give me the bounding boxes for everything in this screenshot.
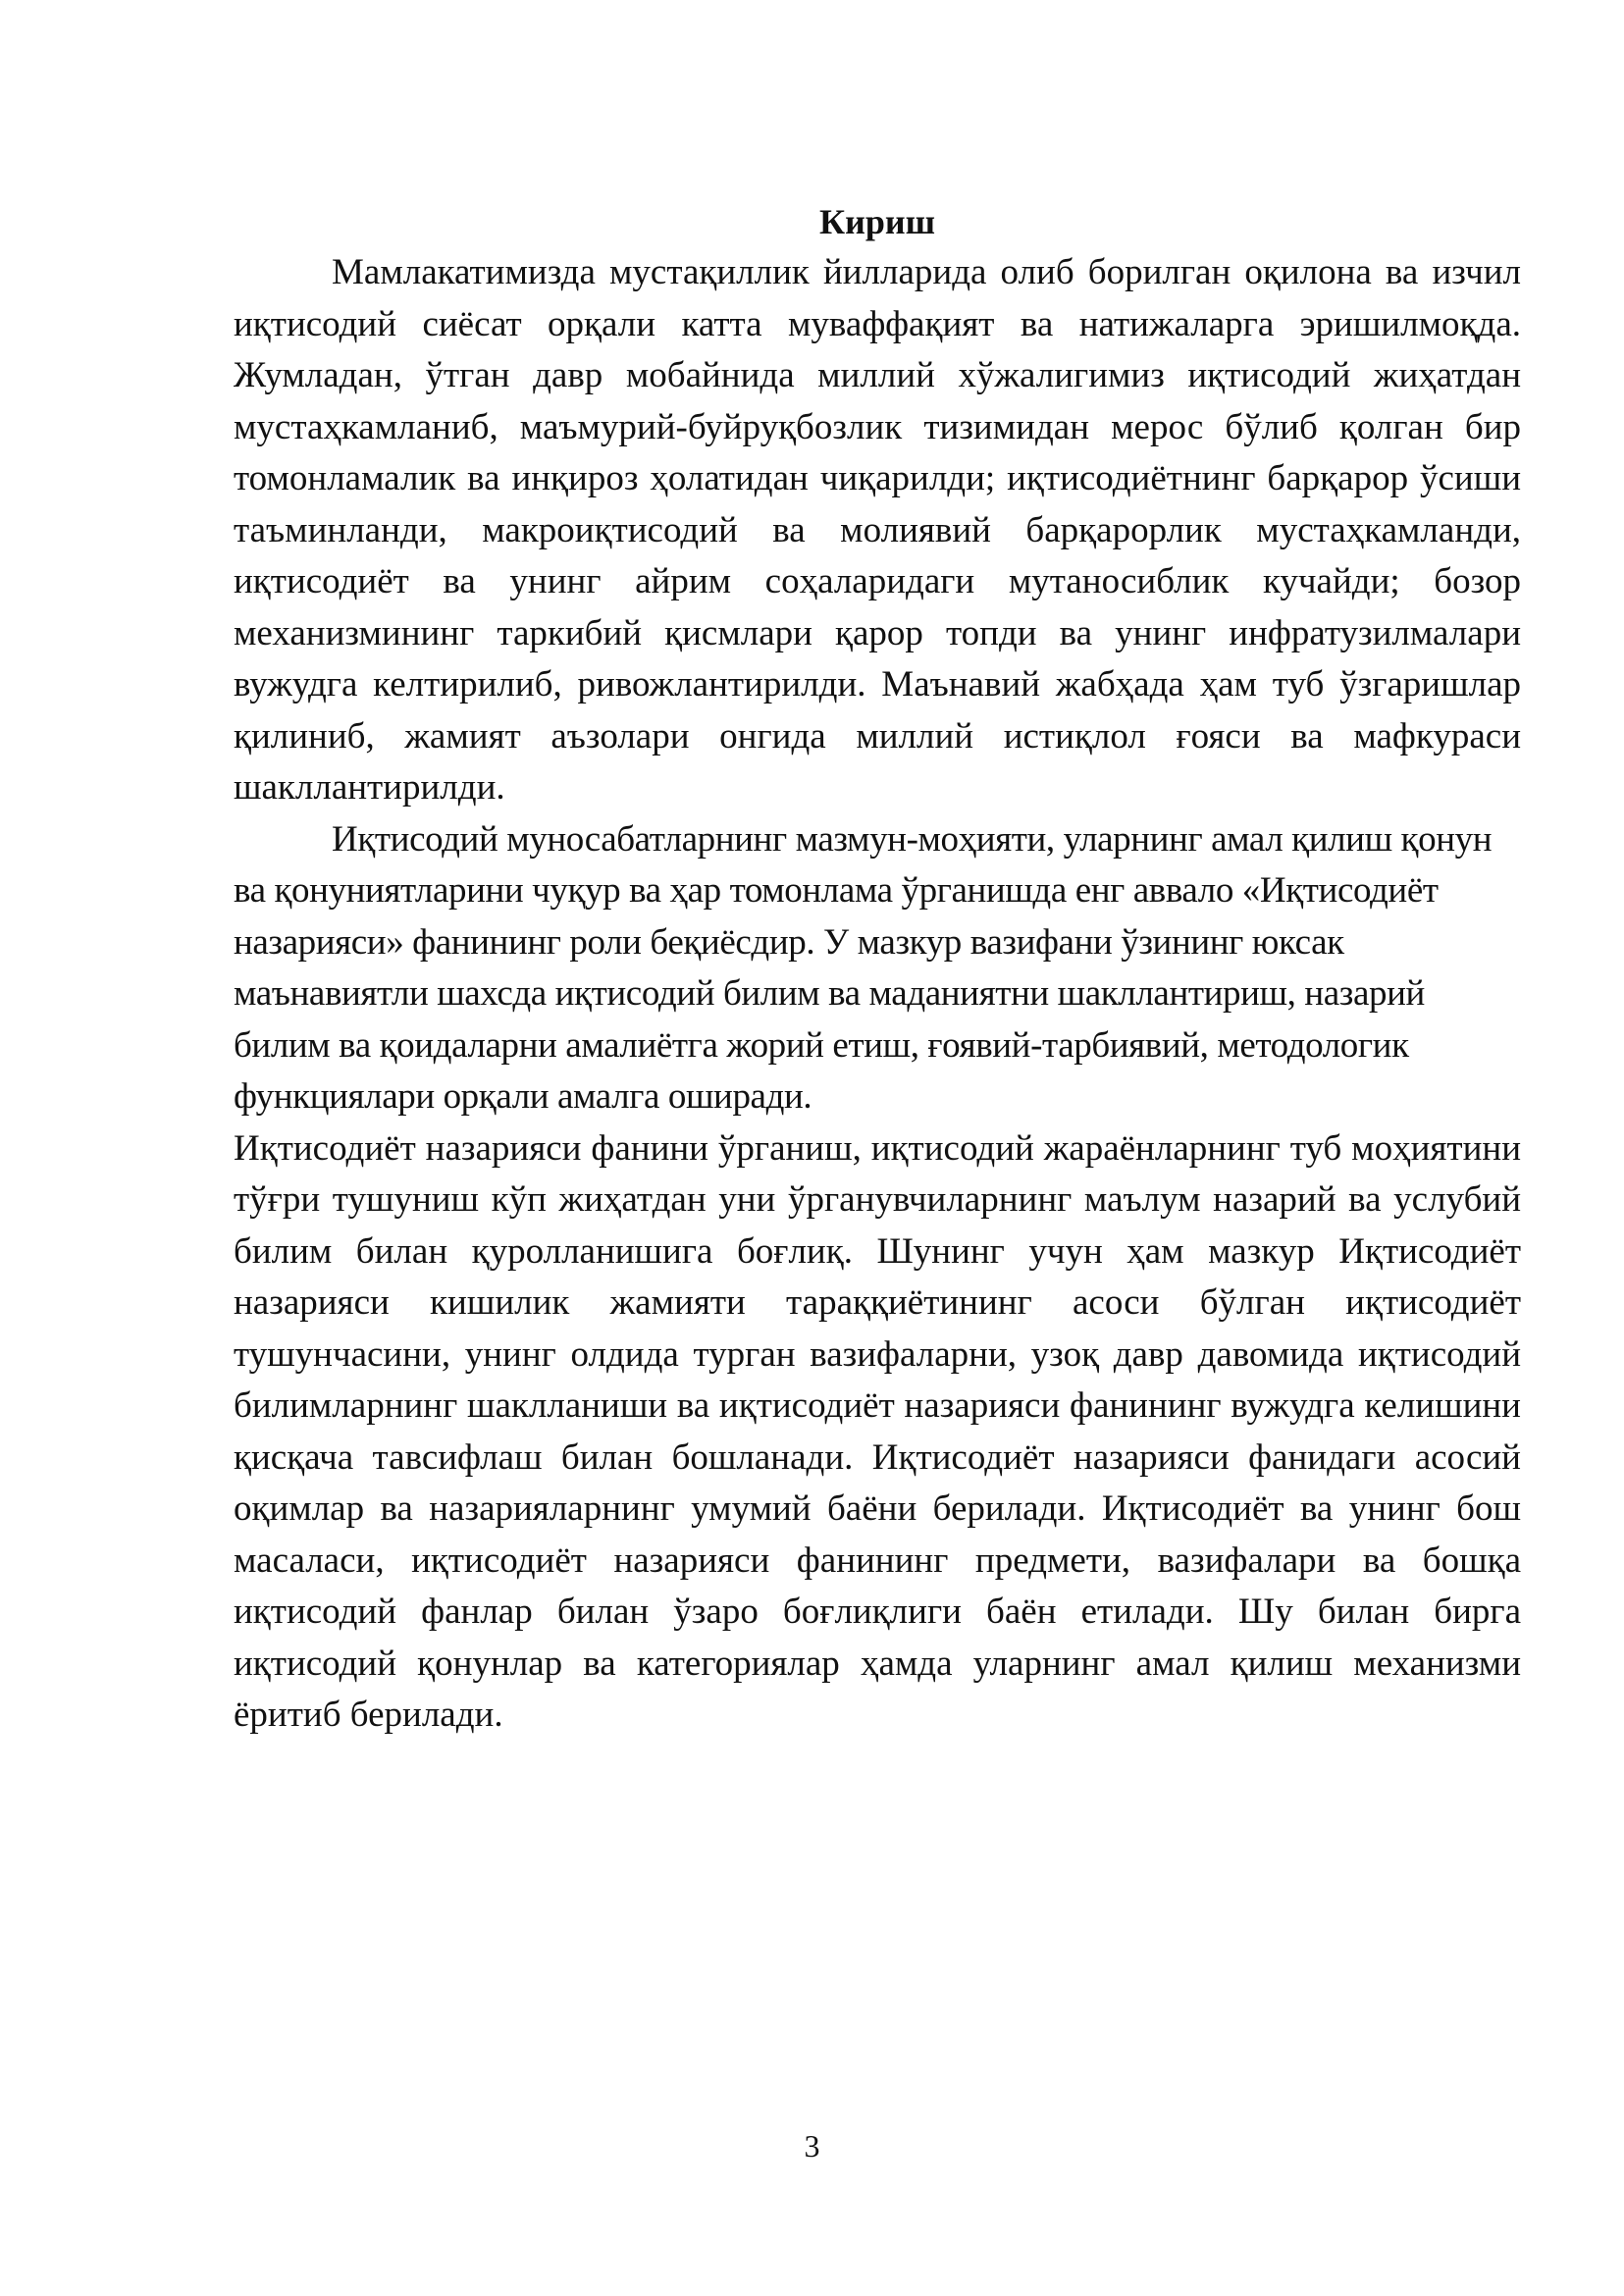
section-title: Кириш [818,202,935,241]
page-content [234,196,1521,1742]
paragraph-1: Мамлакатимизда мустақиллик йилларида олиб борилган оқилона ва изчил иқтисодий сиёсат орқали катта муваффақият ва натижаларга эришилмоқда. Жумладан, ўтган давр мобайнида миллий хўжалигимиз иқтисодий жиҳатдан мустаҳкамланиб, маъмурий-буйруқбозлик тизимидан мерос бўлиб қолган бир томонламалик ва инқироз ҳолатидан чиқарилди; иқтисодиётнинг барқарор ўсиши таъминланди, макроиқтисодий ва молиявий барқарорлик мустаҳкамланди, иқтисодиёт ва унинг айрим соҳаларидаги мутаносиблик кучайди; бозор механизмининг таркибий қисмлари қарор топди ва унинг инфратузилмалари вужудга келтирилиб, ривожлантирилди. Маънавий жабҳада ҳам туб ўзгаришлар қилиниб, жамият аъзолари онгида миллий истиқлол ғояси ва мафкураси шакллантирилди. [234,252,1521,808]
paragraph-3: Иқтисодиёт назарияси фанини ўрганиш, иқтисодий жараёнларнинг туб моҳиятини тўғри тушуниш кўп жиҳатдан уни ўрганувчиларнинг маълум назарий ва услубий билим билан қуролланишига боғлиқ. Шунинг учун ҳам мазкур Иқтисодиёт назарияси кишилик жамияти тараққиётининг асоси бўлган иқтисодиёт тушунчасини, унинг олдида турган вазифаларни, узоқ давр давомида иқтисодий билимларнинг шаклланиши ва иқтисодиёт назарияси фанининг вужудга келишини қисқача тавсифлаш билан бошланади. Иқтисодиёт назарияси фанидаги асосий оқимлар ва назарияларнинг умумий баёни берилади. Иқтисодиёт ва унинг бош масаласи, иқтисодиёт назарияси фанининг предмети, вазифалари ва бошқа иқтисодий фанлар билан ўзаро боғлиқлиги баён етилади. Шу билан бирга иқтисодий қонунлар ва категориялар ҳамда уларнинг амал қилиш механизми ёритиб берилади. [234,1127,1521,1735]
page-number: 3 [804,2128,820,2164]
paragraph-2: Иқтисодий муносабатларнинг мазмун-моҳияти, уларнинг амал қилиш қонун ва қонуниятларини чуқур ва ҳар томонлама ўрганишда енг аввало «Иқтисодиёт назарияси» фанининг роли беқиёсдир. У мазкур вазифани ўзининг юксак маънавиятли шахсда иқтисодий билим ва маданиятни шакллантириш, назарий билим ва қоидаларни амалиётга жорий етиш, ғоявий-тарбиявий, методологик функциялари орқали амалга оширади. [234,818,1493,1117]
